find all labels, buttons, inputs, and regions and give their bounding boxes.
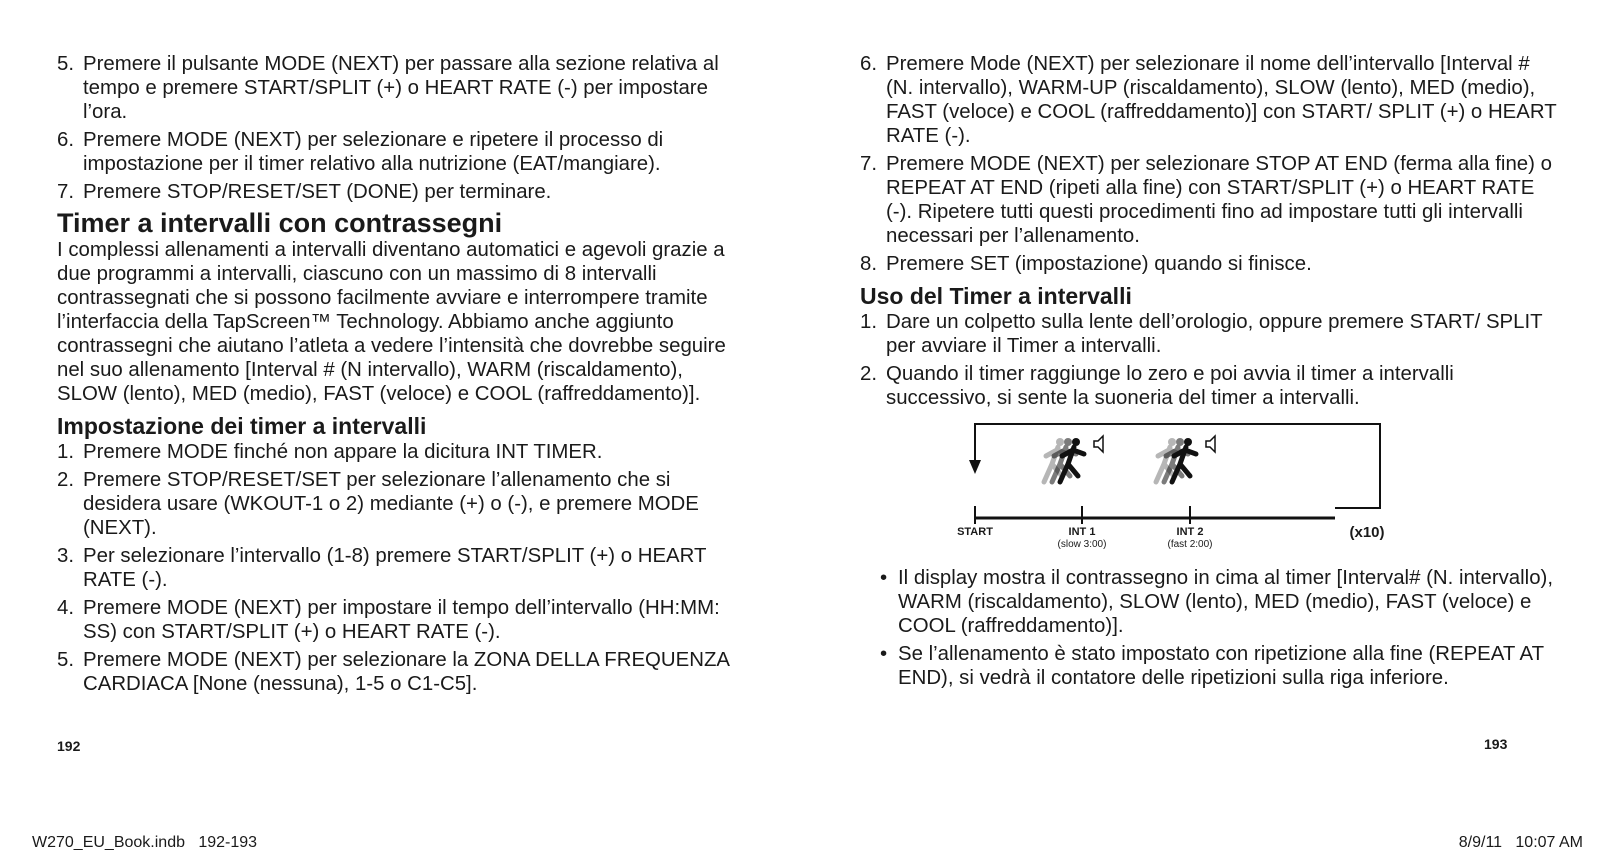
item-text: Premere MODE finché non appare la dicitura INT TIMER. <box>83 441 603 463</box>
item-number: 2. <box>860 363 878 385</box>
section-heading: Timer a intervalli con contrassegni <box>57 208 503 238</box>
list-item <box>860 310 1560 358</box>
speaker-icon <box>1094 436 1103 452</box>
bullet-text: Se l’allenamento è stato impostato con ripetizione alla fine (REPEAT AT END), si vedrà il contatore delle ripetizioni sulla riga inferiore. <box>898 643 1544 689</box>
item-text: Premere MODE (NEXT) per selezionare la ZONA DELLA FREQUENZA CARDIACA [None (nessuna), 1-5 o C1-C5]. <box>83 649 729 695</box>
item-number: 7. <box>57 181 75 203</box>
item-text: Premere MODE (NEXT) per selezionare e ripetere il processo di impostazione per il timer relativo alla nutrizione (EAT/mangiare). <box>83 129 664 175</box>
int1-sublabel: (slow 3:00) <box>1057 539 1107 550</box>
item-number: 3. <box>57 545 75 567</box>
right-list-b <box>860 310 1560 410</box>
item-number: 5. <box>57 53 75 75</box>
setup-subheading: Impostazione dei timer a intervalli <box>57 413 427 439</box>
runner-icon <box>1156 438 1196 482</box>
list-item <box>860 152 1560 248</box>
int1-label: INT 1 <box>1068 526 1096 538</box>
item-number: 6. <box>860 53 878 75</box>
list-item <box>860 362 1560 410</box>
item-number: 2. <box>57 469 75 491</box>
right-page <box>860 52 1560 694</box>
item-text: Per selezionare l’intervallo (1-8) premere START/SPLIT (+) o HEART RATE (-). <box>83 545 707 591</box>
item-number: 8. <box>860 253 878 275</box>
loop-arrow-head <box>969 460 981 474</box>
right-bullets <box>860 566 1560 690</box>
intro-paragraph: I complessi allenamenti a intervalli diventano automatici e agevoli grazie a due programmi a intervalli, ciascuno con un massimo di 8 intervalli contrassegnati che si possono facilmente avviare e interrompere tramite l’interfaccia della TapScreen™ Technology. Abbiamo anche aggiunto contrassegni che aiutano l’atleta a vedere l’intensità che dovrebbe seguire nel suo allenamento [Interval # (N intervallo), WARM (riscaldamento), SLOW (lento), MED (medio), FAST (veloce) e COOL (raffreddamento)]. <box>57 239 726 405</box>
list-item <box>57 468 747 540</box>
left-list-b <box>57 440 747 696</box>
list-item <box>57 52 747 124</box>
int2-label: INT 2 <box>1176 526 1204 538</box>
footer-file-label: W270_EU_Book.indb 192-193 <box>32 834 258 851</box>
int2-sublabel: (fast 2:00) <box>1167 539 1213 550</box>
item-text: Premere MODE (NEXT) per impostare il tempo dell’intervallo (HH:MM: SS) con START/SPLIT (+) o HEART RATE (-). <box>83 597 720 643</box>
list-item <box>57 128 747 176</box>
bullet-dot: • <box>880 643 888 665</box>
left-list-a <box>57 52 747 204</box>
item-text: Premere STOP/RESET/SET (DONE) per terminare. <box>83 181 552 203</box>
list-item <box>57 544 747 592</box>
bullet-item <box>860 566 1560 638</box>
item-text: Premere MODE (NEXT) per selezionare STOP AT END (ferma alla fine) o REPEAT AT END (ripeti alla fine) con START/SPLIT (+) o HEART RATE (-). Ripetere tutti questi procedimenti fino ad impostare tutti gli intervalli necessari per l’allenamento. <box>886 153 1552 247</box>
left-page <box>57 52 747 700</box>
usage-subheading: Uso del Timer a intervalli <box>860 283 1132 309</box>
item-number: 1. <box>57 441 75 463</box>
interval-timer-diagram <box>860 420 1560 560</box>
repeat-label: (x10) <box>1349 524 1385 541</box>
right-page-number: 193 <box>1484 736 1508 752</box>
item-text: Quando il timer raggiunge lo zero e poi avvia il timer a intervalli successivo, si sente la suoneria del timer a intervalli. <box>886 363 1454 409</box>
item-number: 4. <box>57 597 75 619</box>
item-number: 5. <box>57 649 75 671</box>
footer-date-label: 8/9/11 10:07 AM <box>1458 834 1583 851</box>
list-item <box>57 596 747 644</box>
bullet-text: Il display mostra il contrassegno in cima al timer [Interval# (N. intervallo), WARM (riscaldamento), SLOW (lento), MED (medio), FAST (veloce) e COOL (raffreddamento)]. <box>898 567 1553 637</box>
item-number: 1. <box>860 311 878 333</box>
list-item <box>57 648 747 696</box>
start-label: START <box>957 526 993 538</box>
bullet-item <box>860 642 1560 690</box>
right-list-a <box>860 52 1560 276</box>
item-number: 7. <box>860 153 878 175</box>
speaker-icon <box>1206 436 1215 452</box>
bullet-dot: • <box>880 567 888 589</box>
item-number: 6. <box>57 129 75 151</box>
list-item <box>57 440 747 464</box>
list-item <box>860 252 1560 276</box>
item-text: Premere Mode (NEXT) per selezionare il nome dell’intervallo [Interval # (N. intervallo), WARM-UP (riscaldamento), SLOW (lento), MED (medio), FAST (veloce) e COOL (raffreddamento)] con START/ SPLIT (+) o HEART RATE (-). <box>886 53 1557 147</box>
left-page-number: 192 <box>57 738 81 754</box>
item-text: Premere STOP/RESET/SET per selezionare l’allenamento che si desidera usare (WKOUT-1 o 2) mediante (+) o (-), e premere MODE (NEXT). <box>83 469 699 539</box>
runner-icon <box>1044 438 1084 482</box>
list-item <box>860 52 1560 148</box>
list-item <box>57 180 747 204</box>
item-text: Dare un colpetto sulla lente dell’orologio, oppure premere START/ SPLIT per avviare il Timer a intervalli. <box>886 311 1543 357</box>
item-text: Premere SET (impostazione) quando si finisce. <box>886 253 1312 275</box>
item-text: Premere il pulsante MODE (NEXT) per passare alla sezione relativa al tempo e premere START/SPLIT (+) o HEART RATE (-) per impostare l’ora. <box>83 53 719 123</box>
